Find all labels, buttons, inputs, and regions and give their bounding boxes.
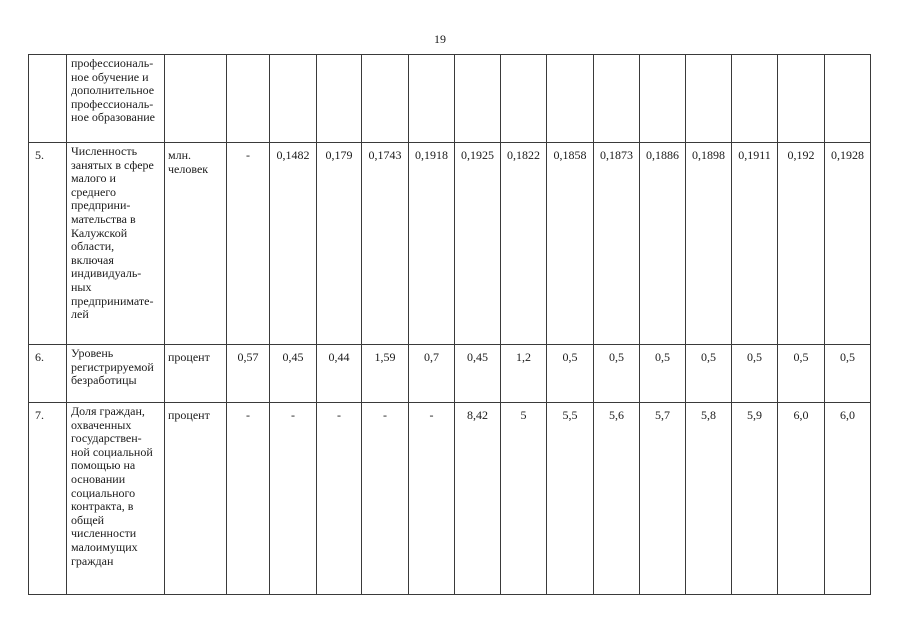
value-cell: 0,1928 <box>825 143 871 345</box>
value-cell: - <box>362 403 409 595</box>
value-cell: 0,1898 <box>686 143 732 345</box>
value-cell: 6,0 <box>825 403 871 595</box>
value-cell: 0,1482 <box>270 143 317 345</box>
indicator-name-line: малоимущих <box>71 539 138 554</box>
table-row <box>29 143 871 345</box>
value-cell: 0,5 <box>547 345 594 403</box>
indicator-name-line: дополнительное <box>71 83 155 98</box>
table-row <box>29 403 871 595</box>
indicators-table <box>28 54 871 595</box>
unit-line: млн. <box>168 148 192 162</box>
value-cell: 0,1925 <box>455 143 501 345</box>
page-number: 19 <box>434 32 446 46</box>
value-cell: - <box>227 403 270 595</box>
indicator-name <box>67 403 165 595</box>
indicator-name-line: ных <box>71 279 92 294</box>
value-cell <box>409 55 455 143</box>
value-cell: 0,1886 <box>640 143 686 345</box>
indicator-name-line: занятых в сфере <box>71 157 154 172</box>
indicator-name-line: малого и <box>71 171 116 186</box>
value-cell: 0,44 <box>317 345 362 403</box>
row-number: 7. <box>29 403 67 595</box>
indicator-name-line: Численность <box>71 144 138 158</box>
value-cell: 0,1743 <box>362 143 409 345</box>
indicator-name-line: ное образование <box>71 110 155 125</box>
row-number: 6. <box>29 345 67 403</box>
value-cell: 0,179 <box>317 143 362 345</box>
unit-line: процент <box>168 408 210 422</box>
unit-line: человек <box>168 161 209 176</box>
value-cell: 0,5 <box>686 345 732 403</box>
indicator-name <box>67 55 165 143</box>
indicator-name-line: ной социальной <box>71 444 153 459</box>
value-cell <box>455 55 501 143</box>
value-cell <box>640 55 686 143</box>
value-cell <box>270 55 317 143</box>
value-cell: 5,5 <box>547 403 594 595</box>
value-cell: 0,1873 <box>594 143 640 345</box>
indicator-name-line: профессиональ- <box>71 56 154 70</box>
indicator-name-line: области, <box>71 239 115 254</box>
indicator-name-line: предпринимате- <box>71 293 154 308</box>
indicator-name-line: численности <box>71 526 137 541</box>
indicator-name-line: Калужской <box>71 225 128 240</box>
indicator-name-line: социального <box>71 485 136 500</box>
indicator-name <box>67 345 165 403</box>
value-cell <box>778 55 825 143</box>
value-cell: 0,1918 <box>409 143 455 345</box>
value-cell <box>227 55 270 143</box>
table-row <box>29 345 871 403</box>
value-cell: 0,192 <box>778 143 825 345</box>
value-cell: 0,5 <box>778 345 825 403</box>
value-cell <box>362 55 409 143</box>
value-cell: 0,5 <box>594 345 640 403</box>
value-cell: 5 <box>501 403 547 595</box>
value-cell <box>732 55 778 143</box>
row-number: 5. <box>29 143 67 345</box>
row-number <box>29 55 67 143</box>
value-cell: - <box>317 403 362 595</box>
value-cell: 0,1822 <box>501 143 547 345</box>
unit-of-measure <box>165 55 227 143</box>
value-cell: - <box>409 403 455 595</box>
indicator-name-line: профессиональ- <box>71 96 154 111</box>
unit-of-measure <box>165 345 227 403</box>
indicator-name-line: государствен- <box>71 431 142 446</box>
value-cell: - <box>227 143 270 345</box>
value-cell: 0,5 <box>640 345 686 403</box>
indicator-name-line: лей <box>71 307 89 322</box>
value-cell: 1,2 <box>501 345 547 403</box>
indicator-name-line: мательства в <box>71 211 136 226</box>
table-row <box>29 55 871 143</box>
indicator-name-line: ное обучение и <box>71 69 149 84</box>
value-cell: 5,6 <box>594 403 640 595</box>
unit-line: процент <box>168 350 210 364</box>
indicator-name-line: общей <box>71 512 105 527</box>
unit-of-measure <box>165 403 227 595</box>
value-cell: 8,42 <box>455 403 501 595</box>
indicator-name <box>67 143 165 345</box>
value-cell: 1,59 <box>362 345 409 403</box>
value-cell: 5,9 <box>732 403 778 595</box>
indicator-name-line: предприни- <box>71 198 131 213</box>
indicator-name-line: граждан <box>71 553 114 568</box>
value-cell: 5,7 <box>640 403 686 595</box>
value-cell <box>825 55 871 143</box>
value-cell: 0,1911 <box>732 143 778 345</box>
value-cell: 0,1858 <box>547 143 594 345</box>
unit-of-measure <box>165 143 227 345</box>
indicator-name-line: Уровень <box>71 346 114 360</box>
indicator-name-line: охваченных <box>71 417 132 432</box>
value-cell: 6,0 <box>778 403 825 595</box>
value-cell <box>317 55 362 143</box>
indicator-name-line: среднего <box>71 184 116 199</box>
value-cell: 0,45 <box>270 345 317 403</box>
indicator-name-line: индивидуаль- <box>71 266 142 281</box>
value-cell <box>594 55 640 143</box>
value-cell: 0,57 <box>227 345 270 403</box>
indicator-name-line: помощью на <box>71 458 136 473</box>
value-cell: - <box>270 403 317 595</box>
indicator-name-line: контракта, в <box>71 499 134 514</box>
indicator-name-line: безработицы <box>71 373 137 388</box>
indicator-name-line: Доля граждан, <box>71 404 145 418</box>
value-cell <box>501 55 547 143</box>
value-cell: 0,45 <box>455 345 501 403</box>
indicator-name-line: регистрируемой <box>71 359 154 374</box>
value-cell: 0,7 <box>409 345 455 403</box>
indicator-name-line: включая <box>71 252 114 267</box>
value-cell: 0,5 <box>825 345 871 403</box>
value-cell: 5,8 <box>686 403 732 595</box>
value-cell: 0,5 <box>732 345 778 403</box>
value-cell <box>547 55 594 143</box>
indicator-name-line: основании <box>71 471 126 486</box>
value-cell <box>686 55 732 143</box>
